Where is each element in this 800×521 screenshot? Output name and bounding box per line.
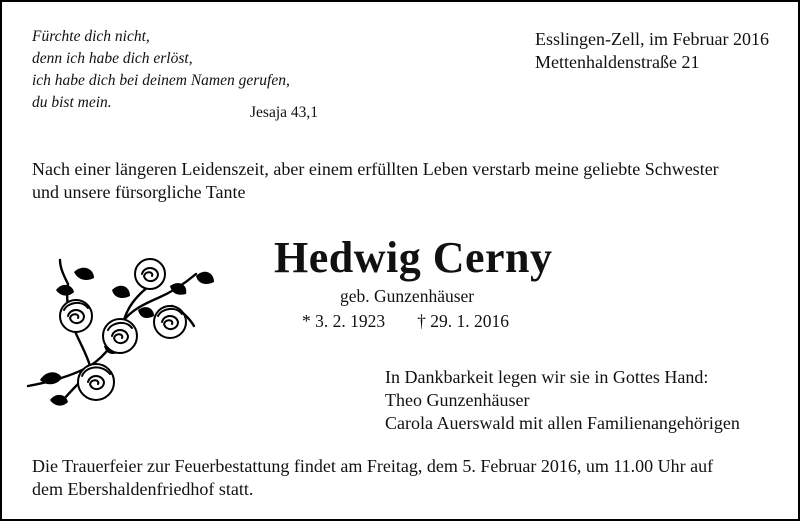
birth-date: * 3. 2. 1923	[302, 311, 386, 331]
life-dates	[302, 311, 509, 332]
place-date-block	[535, 28, 769, 74]
funeral-line: Die Trauerfeier zur Feuerbestattung findet am Freitag, dem 5. Februar 2016, um 11.00 Uhr auf	[32, 456, 714, 476]
funeral-line: dem Ebershaldenfriedhof statt.	[32, 479, 254, 499]
verse-line: denn ich habe dich erlöst,	[32, 50, 193, 67]
verse-reference: Jesaja 43,1	[250, 104, 319, 121]
bible-verse	[32, 26, 332, 114]
address: Mettenhaldenstraße 21	[535, 52, 700, 72]
verse-line: ich habe dich bei deinem Namen gerufen,	[32, 72, 290, 89]
verse-line: du bist mein.	[32, 94, 112, 111]
funeral-info	[32, 455, 777, 501]
intro-line: und unsere fürsorgliche Tante	[32, 182, 246, 202]
mourner-name: Theo Gunzenhäuser	[385, 390, 530, 410]
deceased-name: Hedwig Cerny	[274, 233, 553, 282]
place-date: Esslingen-Zell, im Februar 2016	[535, 29, 769, 49]
death-date: † 29. 1. 2016	[417, 311, 509, 331]
verse-line: Fürchte dich nicht,	[32, 28, 150, 45]
mourner-name: Carola Auerswald mit allen Familienangehörigen	[385, 413, 740, 433]
maiden-name: geb. Gunzenhäuser	[340, 286, 475, 306]
mourners-block	[385, 366, 740, 435]
intro-text	[32, 158, 777, 204]
mourners-intro: In Dankbarkeit legen wir sie in Gottes Hand:	[385, 367, 709, 387]
roses-icon	[20, 254, 220, 422]
intro-line: Nach einer längeren Leidenszeit, aber einem erfüllten Leben verstarb meine geliebte Schwester	[32, 159, 719, 179]
